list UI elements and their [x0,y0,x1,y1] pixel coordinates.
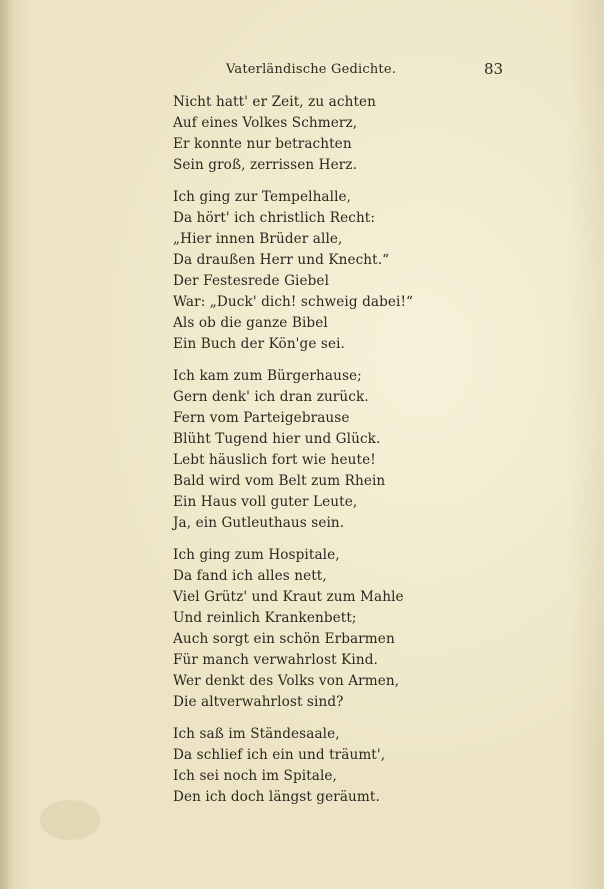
running-title: Vaterländische Gedichte. [226,62,397,77]
poem-line: Da fand ich alles nett, [173,568,327,584]
poem-line: Auch sorgt ein schön Erbarmen [173,631,395,647]
poem-line: Für manch verwahrlost Kind. [173,652,378,668]
poem-line: Ein Haus voll guter Leute, [173,494,358,510]
poem-line: Auf eines Volkes Schmerz, [173,115,358,131]
poem-line: Blüht Tugend hier und Glück. [173,431,381,447]
poem-line: Lebt häuslich fort wie heute! [173,452,376,468]
stanza [173,366,503,534]
page-header [0,62,604,82]
poem-line: Der Festesrede Giebel [173,273,330,289]
stanza [173,724,503,808]
poem-line: Bald wird vom Belt zum Rhein [173,473,386,489]
poem-line: Als ob die ganze Bibel [173,315,328,331]
paper-stain [40,800,100,840]
stanza [173,92,503,176]
poem-line: Sein groß, zerrissen Herz. [173,157,357,173]
page-number: 83 [484,60,504,78]
poem-line: Da draußen Herr und Knecht.“ [173,252,390,268]
poem-line: Ich saß im Ständesaale, [173,726,340,742]
poem-line: Die altverwahrlost sind? [173,694,344,710]
poem-line: Da hört' ich christlich Recht: [173,210,376,226]
poem-line: „Hier innen Brüder alle, [173,231,343,247]
poem-line: Ich kam zum Bürgerhause; [173,368,362,384]
page-gutter-shadow [0,0,14,889]
stanza [173,545,503,713]
poem-line: Ich ging zum Hospitale, [173,547,340,563]
poem-line: Er konnte nur betrachten [173,136,352,152]
poem-line: Den ich doch längst geräumt. [173,789,380,805]
stanza [173,187,503,355]
poem-line: Nicht hatt' er Zeit, zu achten [173,94,377,110]
poem-line: Da schlief ich ein und träumt', [173,747,386,763]
poem-line: War: „Duck' dich! schweig dabei!“ [173,294,414,310]
poem-line: Wer denkt des Volks von Armen, [173,673,400,689]
poem-line: Ich sei noch im Spitale, [173,768,337,784]
poem-line: Ich ging zur Tempelhalle, [173,189,352,205]
poem-line: Und reinlich Krankenbett; [173,610,357,626]
poem-line: Fern vom Parteigebrause [173,410,350,426]
poem-body [173,92,503,819]
poem-line: Viel Grütz' und Kraut zum Mahle [173,589,404,605]
poem-line: Ein Buch der Kön'ge sei. [173,336,345,352]
poem-line: Gern denk' ich dran zurück. [173,389,369,405]
poem-line: Ja, ein Gutleuthaus sein. [173,515,345,531]
